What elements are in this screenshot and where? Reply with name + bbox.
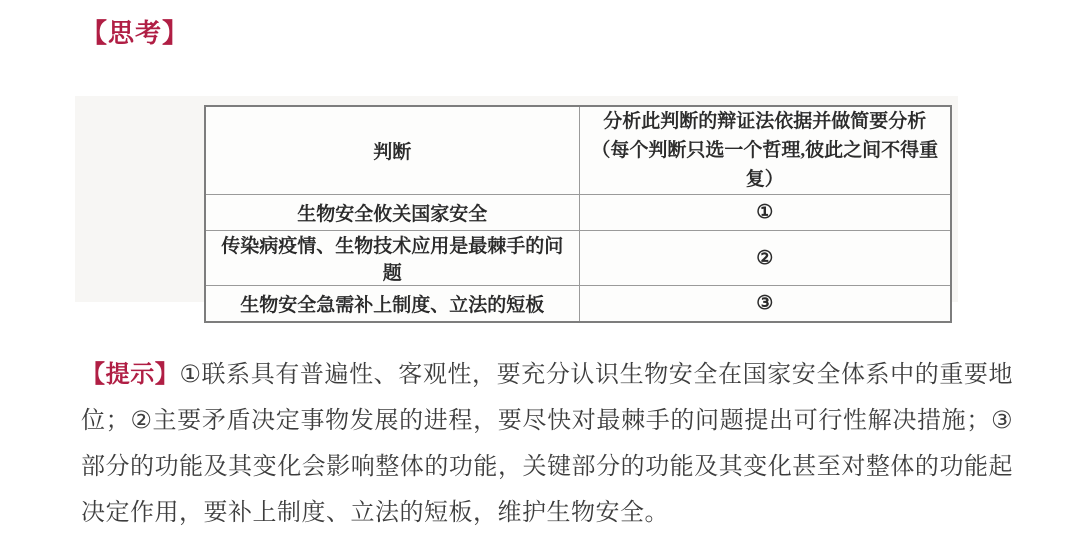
- hint-label: 【提示】: [81, 361, 180, 388]
- judgment-cell: 生物安全攸关国家安全: [205, 195, 579, 231]
- column-header-judgment: 判断: [205, 106, 579, 195]
- judgment-cell: 生物安全急需补上制度、立法的短板: [205, 286, 579, 322]
- hint-text: ①联系具有普遍性、客观性，要充分认识生物安全在国家安全体系中的重要地位；②主要矛盾决定事物发展的进程，要尽快对最棘手的问题提出可行性解决措施；③部分的功能及其变化会影响整体的功能，关键部分的功能及其变化甚至对整体的功能起决定作用，要补上制度、立法的短板，维护生物安全。: [81, 361, 1014, 526]
- table-row: [205, 195, 951, 231]
- table-panel: [75, 96, 958, 316]
- hint-paragraph: [81, 352, 1013, 536]
- table-row: [205, 286, 951, 322]
- column-header-analysis-line2: （每个判断只选一个哲理,彼此之间不得重复）: [591, 140, 939, 190]
- table-row: [205, 231, 951, 286]
- column-header-analysis-line1: 分析此判断的辩证法依据并做简要分析: [603, 111, 927, 132]
- analysis-cell: ①: [579, 195, 951, 231]
- column-header-analysis: [579, 106, 951, 195]
- judgment-cell: 传染病疫情、生物技术应用是最棘手的问题: [205, 231, 579, 286]
- judgment-table: [204, 105, 952, 323]
- page-title: 【思考】: [81, 18, 190, 48]
- analysis-cell: ②: [579, 231, 951, 286]
- analysis-cell: ③: [579, 286, 951, 322]
- table-header-row: [205, 106, 951, 195]
